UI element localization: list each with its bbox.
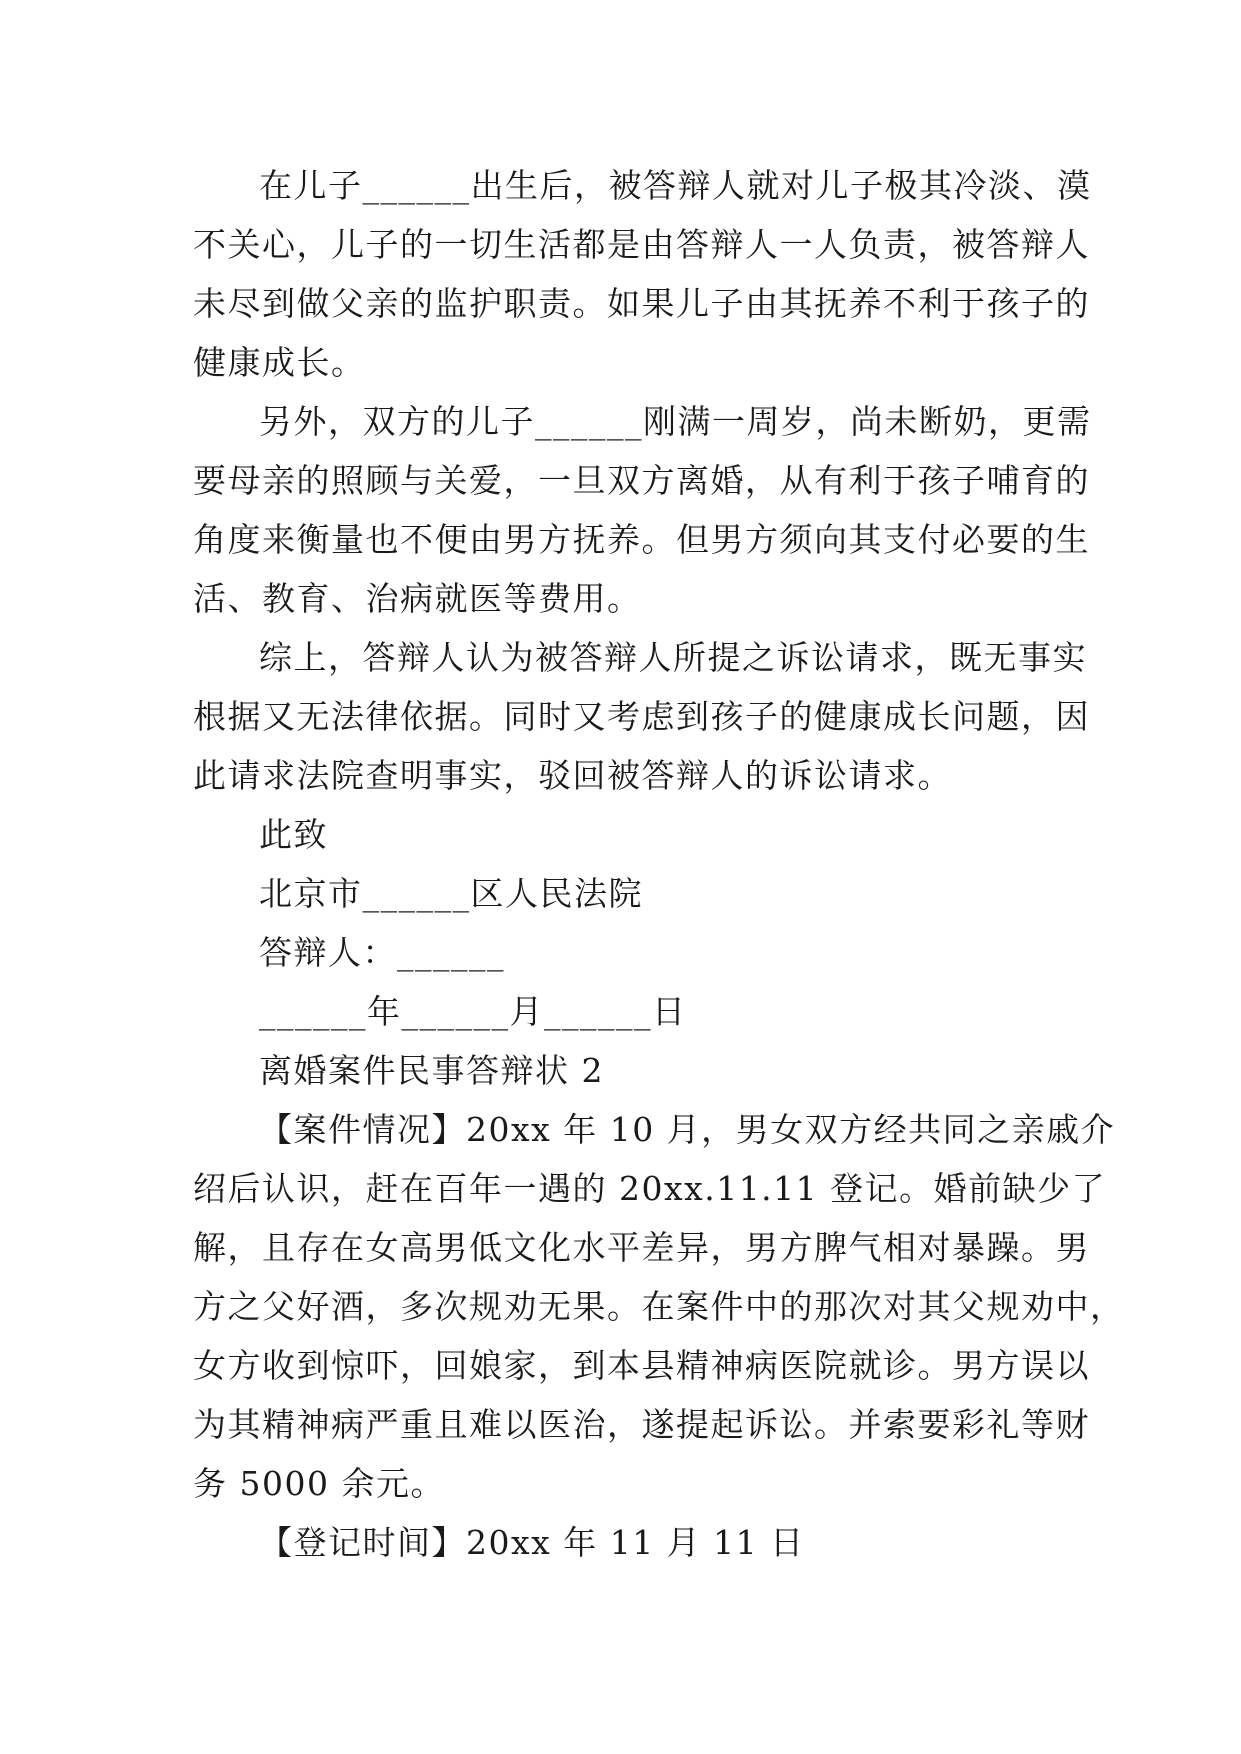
paragraph-line: 【登记时间】20xx 年 11 月 11 日	[259, 1523, 805, 1562]
paragraph-line: 【案件情况】20xx 年 10 月，男女双方经共同之亲戚介	[259, 1110, 1116, 1149]
paragraph-line: 未尽到做父亲的监护职责。如果儿子由其抚养不利于孩子的	[193, 284, 1090, 323]
paragraph-line: 为其精神病严重且难以医治，遂提起诉讼。并索要彩礼等财	[193, 1405, 1090, 1444]
court-line: 北京市______区人民法院	[259, 874, 643, 913]
paragraph-line: 不关心，儿子的一切生活都是由答辩人一人负责，被答辩人	[193, 225, 1090, 264]
paragraph-line: 健康成长。	[193, 343, 366, 382]
paragraph-line: 另外，双方的儿子______刚满一周岁，尚未断奶，更需	[259, 402, 1092, 441]
paragraph-line: 要母亲的照顾与关爱，一旦双方离婚，从有利于孩子哺育的	[193, 461, 1090, 500]
paragraph-line: 女方收到惊吓，回娘家，到本县精神病医院就诊。男方误以	[193, 1346, 1090, 1385]
paragraph-line: 方之父好酒，多次规劝无果。在案件中的那次对其父规劝中，	[193, 1287, 1125, 1326]
paragraph-line: 角度来衡量也不便由男方抚养。但男方须向其支付必要的生	[193, 520, 1090, 559]
paragraph-line: 根据又无法律依据。同时又考虑到孩子的健康成长问题，因	[193, 697, 1090, 736]
paragraph-line: 务 5000 余元。	[193, 1464, 445, 1503]
respondent-line: 答辩人：______	[259, 933, 505, 972]
paragraph-line: 此请求法院查明事实，驳回被答辩人的诉讼请求。	[193, 756, 952, 795]
paragraph-line: 活、教育、治病就医等费用。	[193, 579, 642, 618]
paragraph-line: 解，且存在女高男低文化水平差异，男方脾气相对暴躁。男	[193, 1228, 1090, 1267]
salutation-line: 此致	[259, 815, 328, 854]
document-body	[193, 156, 1125, 1572]
paragraph-line: 综上，答辩人认为被答辩人所提之诉讼请求，既无事实	[259, 638, 1087, 677]
paragraph-line: 绍后认识，赶在百年一遇的 20xx.11.11 登记。婚前缺少了	[193, 1169, 1107, 1208]
date-line: ______年______月______日	[259, 992, 687, 1031]
section-title: 离婚案件民事答辩状 2	[259, 1051, 604, 1090]
paragraph-line: 在儿子______出生后，被答辩人就对儿子极其冷淡、漠	[259, 166, 1092, 205]
